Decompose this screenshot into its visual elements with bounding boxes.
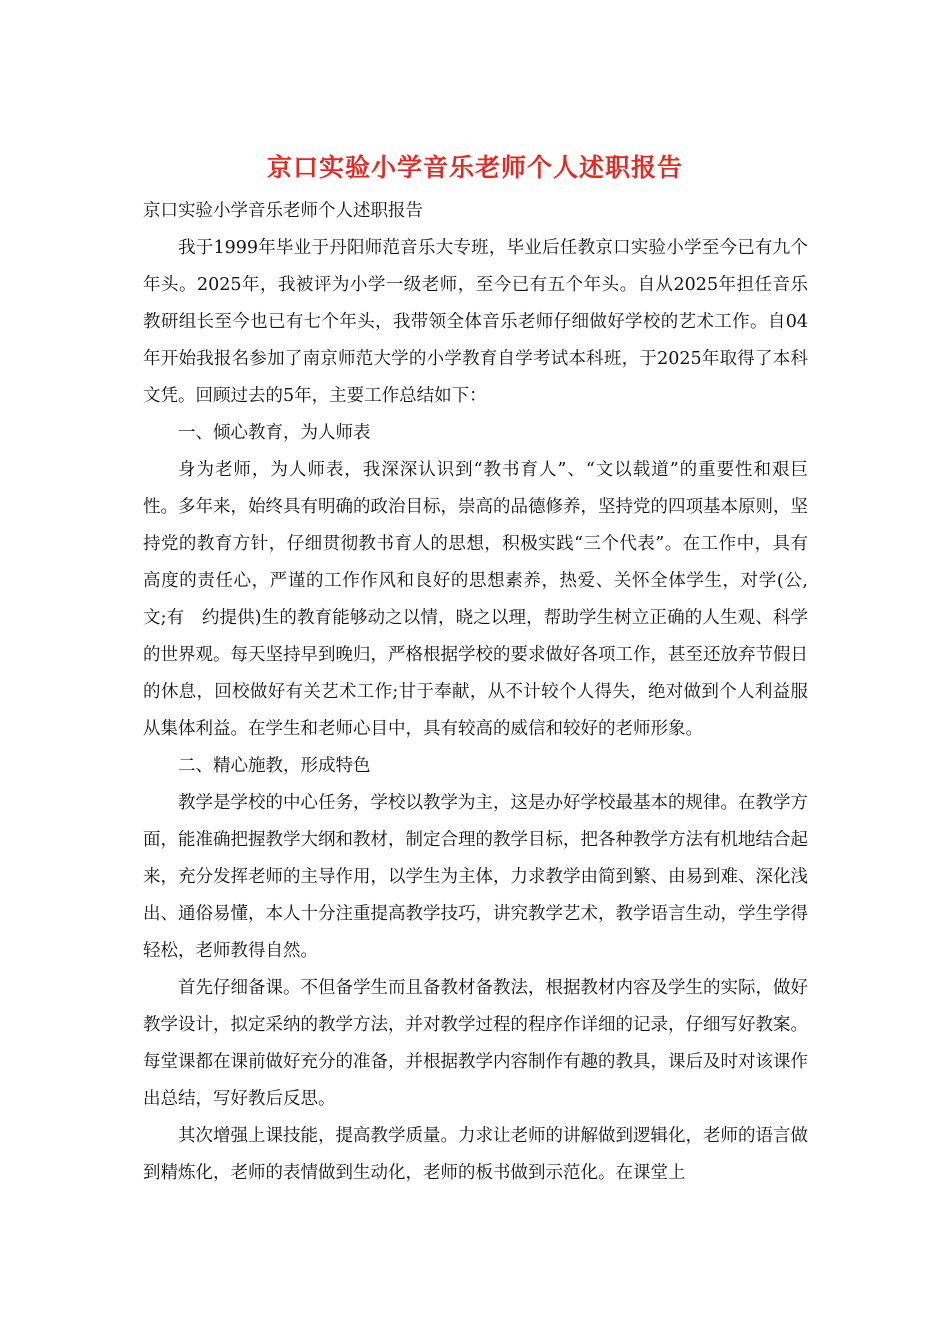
paragraph-lesson-prep: 首先仔细备课。不但备学生而且备教材备教法，根据教材内容及学生的实际，做好教学设计，拟定采纳的教学方法，并对教学过程的程序作详细的记录，仔细写好教案。每堂课都在课前做好充分的准备，并根据教学内容制作有趣的教具，课后及时对该课作出总结，写好教后反思。 — [143, 978, 808, 1109]
document-subtitle: 京口实验小学音乐老师个人述职报告 — [143, 201, 423, 221]
document-body — [143, 193, 808, 1192]
section-heading-2: 二、精心施教，形成特色 — [178, 756, 371, 776]
paragraph-section-2: 教学是学校的中心任务，学校以教学为主，这是办好学校最基本的规律。在教学方面，能准确把握教学大纲和教材，制定合理的教学目标，把各种教学方法有机地结合起来，充分发挥老师的主导作用，以学生为主体，力求教学由简到繁、由易到难、深化浅出、通俗易懂，本人十分注重提高教学技巧，讲究教学艺术，教学语言生动，学生学得轻松，老师教得自然。 — [143, 793, 808, 961]
section-heading-1: 一、倾心教育，为人师表 — [178, 423, 371, 443]
document-title: 京口实验小学音乐老师个人述职报告 — [266, 153, 683, 182]
paragraph-intro: 我于1999年毕业于丹阳师范音乐大专班，毕业后任教京口实验小学至今已有九个年头。2025年，我被评为小学一级老师，至今已有五个年头。自从2025年担任音乐教研组长至今也已有七个年头，我带领全体音乐老师仔细做好学校的艺术工作。自04年开始我报名参加了南京师范大学的小学教育自学考试本科班，于2025年取得了本科文凭。回顾过去的5年，主要工作总结如下： — [143, 238, 808, 406]
paragraph-teaching-skills: 其次增强上课技能，提高教学质量。力求让老师的讲解做到逻辑化，老师的语言做到精炼化，老师的表情做到生动化，老师的板书做到示范化。在课堂上 — [143, 1126, 808, 1183]
paragraph-section-1: 身为老师，为人师表，我深深认识到“教书育人”、“文以载道”的重要性和艰巨性。多年来，始终具有明确的政治目标，崇高的品德修养，坚持党的四项基本原则，坚持党的教育方针，仔细贯彻教书育人的思想，积极实践“三个代表”。在工作中，具有高度的责任心，严谨的工作作风和良好的思想素养，热爱、关怀全体学生，对学(公,文;有 约提供)生的教育能够动之以情，晓之以理，帮助学生树立正确的人生观、科学的世界观。每天坚持早到晚归，严格根据学校的要求做好各项工作，甚至还放弃节假日的休息，回校做好有关艺术工作;甘于奉献，从不计较个人得失，绝对做到个人利益服从集体利益。在学生和老师心目中，具有较高的威信和较好的老师形象。 — [143, 460, 808, 739]
